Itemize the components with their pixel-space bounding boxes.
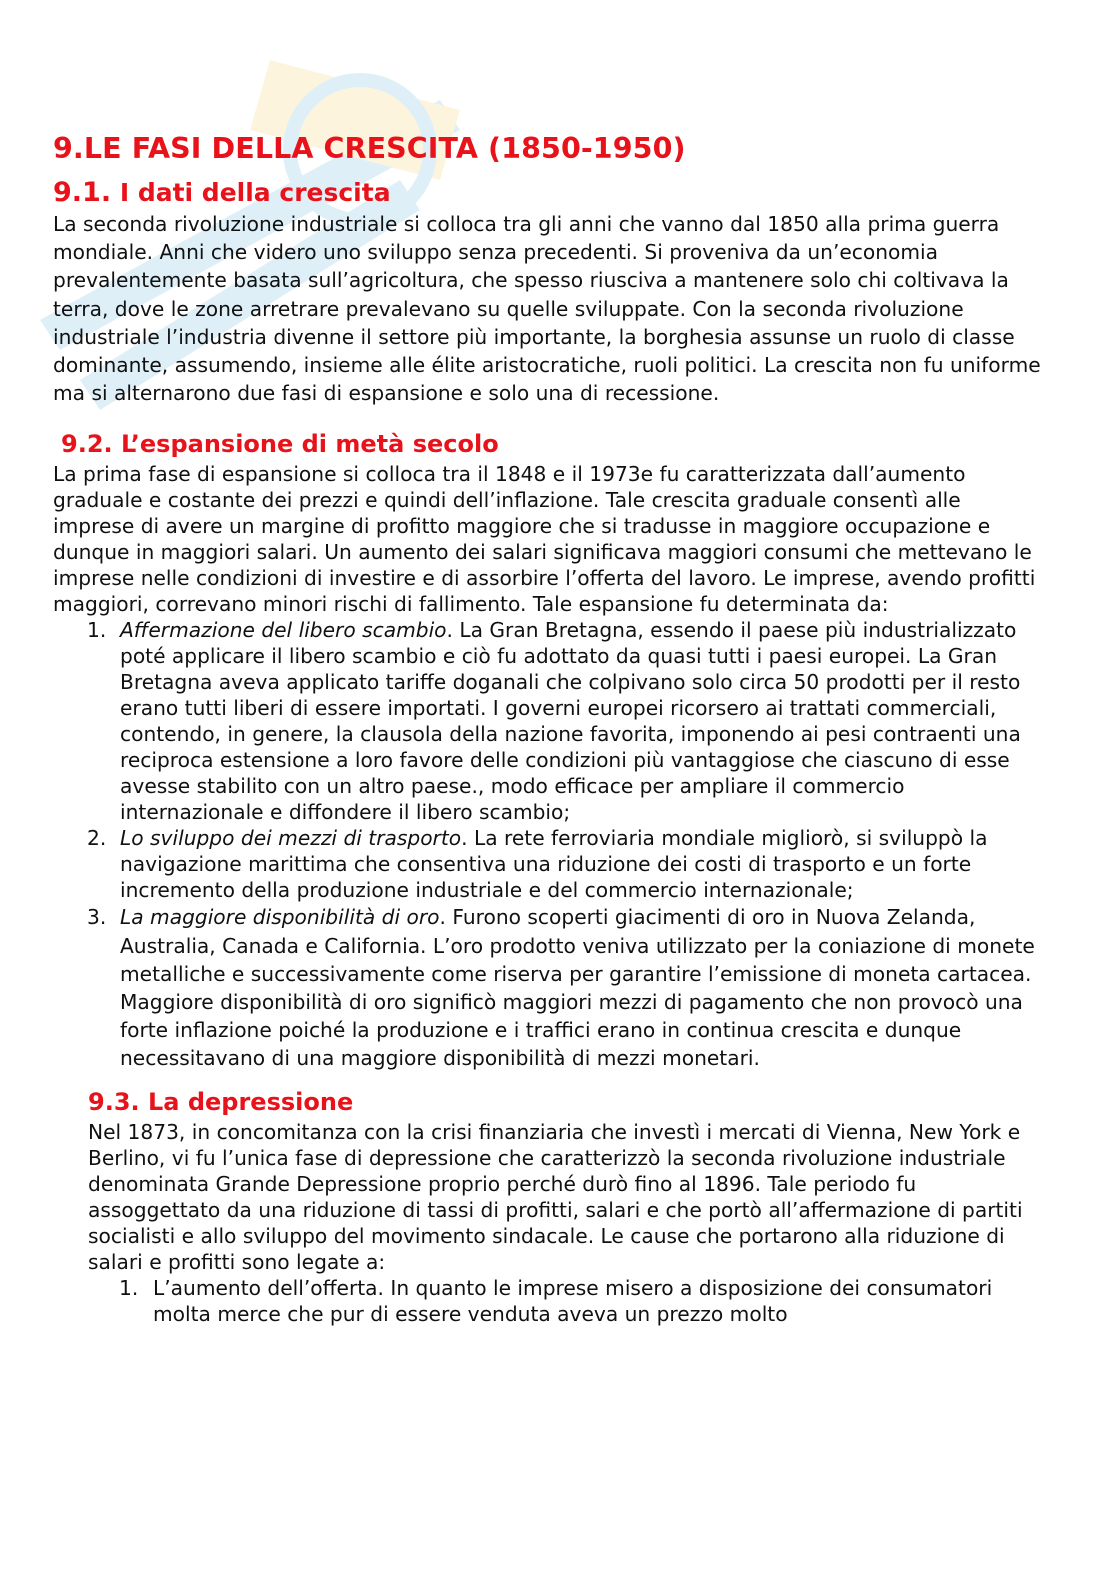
list-item-text: . La Gran Bretagna, essendo il paese più industrializzato poté applicare il libero scambio e ciò fu adottato da quasi tutti i paesi europei. La Gran Bretagna aveva applicato tariffe doganali che colpivano solo circa 50 prodotti per il resto erano tutti liberi di essere importati. I governi europei ricorsero ai trattati commerciali, contendo, in genere, la clausola della nazione favorita, imponendo ai pesi contraenti una reciproca estensione a loro favore delle condizioni più vantaggiose che ciascuno di esse avesse stabilito con un altro paese., modo efficace per ampliare il commercio internazionale e diffondere il libero scambio; [120,618,1021,825]
list-item-text: . Furono scoperti giacimenti di oro in Nuova Zelanda, Australia, Canada e California. L’oro prodotto veniva utilizzato per la coniazione di monete metalliche e successivamente come riserva per garantire l’emissione di moneta cartacea. Maggiore disponibilità di oro significò maggiori mezzi di pagamento che non provocò una forte inflazione poiché la produzione e i traffici erano in continua crescita e dunque necessitavano di una maggiore disponibilità di mezzi monetari. [120,905,1035,1071]
list-item-title: Affermazione del libero scambio [120,618,447,643]
section-2-list [53,617,1043,1072]
list-number: 3. [87,905,107,930]
list-item [53,1275,1043,1327]
section-2-heading: 9.2. L’espansione di metà secolo [61,430,499,459]
section-1-title: I dati della crescita [119,178,391,207]
list-item-title: La maggiore disponibilità di oro [120,905,440,930]
list-item [53,617,1043,825]
list-number: 2. [87,826,107,851]
list-item-text: . La rete ferroviaria mondiale migliorò, si sviluppò la navigazione marittima che consentiva una riduzione dei costi di trasporto e un forte incremento della produzione industriale e del commercio internazionale; [120,826,988,903]
list-item [53,903,1043,1072]
document-title: 9.LE FASI DELLA CRESCITA (1850-1950) [53,132,686,165]
section-3-heading: 9.3. La depressione [88,1087,354,1116]
list-item-title: Lo sviluppo dei mezzi di trasporto [120,826,462,851]
document-page [53,128,1043,1327]
section-1-paragraph: La seconda rivoluzione industriale si colloca tra gli anni che vanno dal 1850 alla prima guerra mondiale. Anni che videro uno sviluppo senza precedenti. Si proveniva da un’economia prevalentemente basata sull’agricoltura, che spesso riusciva a mantenere solo chi coltivava la terra, dove le zone arretrare prevalevano su quelle sviluppate. Con la seconda rivoluzione industriale l’industria divenne il settore più importante, la borghesia assunse un ruolo di classe dominante, assumendo, insieme alle élite aristocratiche, ruoli politici. La crescita non fu uniforme ma si alternarono due fasi di espansione e solo una di recessione. [53,212,1041,406]
section-1-number: 9.1. [53,177,112,208]
section-1-heading [53,176,1043,210]
section-3-list [53,1275,1043,1327]
list-number: 1. [119,1275,139,1300]
list-number: 1. [87,618,107,643]
section-3-paragraph: Nel 1873, in concomitanza con la crisi finanziaria che investì i mercati di Vienna, New York e Berlino, vi fu l’unica fase di depressione che caratterizzò la seconda rivoluzione industriale denominata Grande Depressione proprio perché durò fino al 1896. Tale periodo fu assoggettato da una riduzione di tassi di profitti, salari e che portò all’affermazione di partiti socialisti e allo sviluppo del movimento sindacale. Le cause che portarono alla riduzione di salari e profitti sono legate a: [88,1119,1023,1274]
list-item [53,825,1043,903]
section-2-paragraph: La prima fase di espansione si colloca tra il 1848 e il 1973e fu caratterizzata dall’aumento graduale e costante dei prezzi e quindi dell’inflazione. Tale crescita graduale consentì alle imprese di avere un margine di profitto maggiore che si tradusse in maggiore occupazione e dunque in maggiori salari. Un aumento dei salari significava maggiori consumi che mettevano le imprese nelle condizioni di investire e di assorbire l’offerta del lavoro. Le imprese, avendo profitti maggiori, correvano minori rischi di fallimento. Tale espansione fu determinata da: [53,462,1036,617]
list-item-text: L’aumento dell’offerta. In quanto le imprese misero a disposizione dei consumatori molta merce che pur di essere venduta aveva un prezzo molto [153,1275,993,1326]
